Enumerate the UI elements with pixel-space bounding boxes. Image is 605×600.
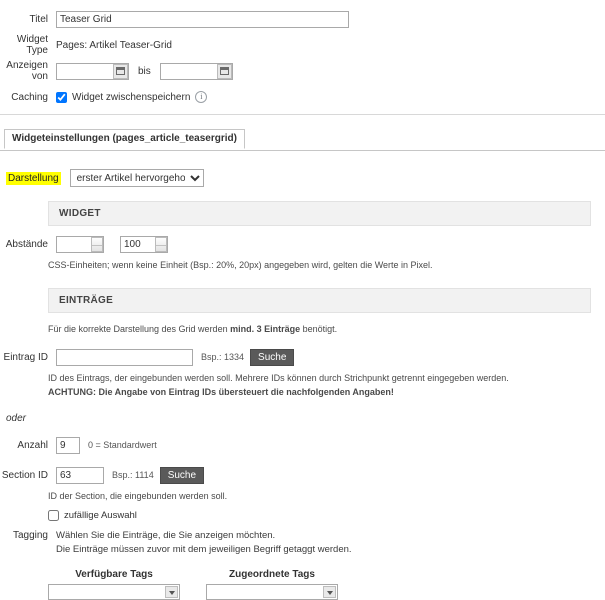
abstaende-note: CSS-Einheiten; wenn keine Einheit (Bsp.: 20%, 20px) angegeben wird, gelten die Werte in Pixel. [48, 260, 433, 270]
chevron-down-icon[interactable] [323, 586, 336, 598]
tagging-note-1: Wählen Sie die Einträge, die Sie anzeigen möchten. [56, 530, 276, 541]
title-label: Titel [29, 13, 48, 25]
eintrag-id-label: Eintrag ID [3, 351, 48, 363]
darstellung-select-wrap [70, 169, 204, 187]
anzahl-label: Anzahl [17, 439, 48, 451]
tags-assigned-header: Zugeordnete Tags [229, 569, 315, 580]
eintrag-note-2 [48, 386, 591, 399]
oder-separator: oder [6, 413, 27, 424]
tags-lists [48, 584, 605, 600]
eintrag-note-warning-label: ACHTUNG: [48, 387, 96, 397]
random-selection-checkbox[interactable] [48, 510, 59, 521]
display-period-row [0, 60, 605, 82]
tab-widget-settings[interactable]: Widgeteinstellungen (pages_article_teasergrid) [4, 129, 245, 149]
entries-intro [48, 323, 591, 336]
anzahl-input[interactable] [56, 437, 80, 454]
tagging-label: Tagging [12, 530, 48, 541]
chevron-down-icon[interactable] [165, 586, 178, 598]
tags-available-header: Verfügbare Tags [75, 569, 153, 580]
section-search-button[interactable]: Suche [160, 467, 204, 484]
abstaende-label: Abstände [5, 239, 48, 250]
widget-type-row [0, 34, 605, 56]
caching-row [0, 86, 605, 108]
widget-settings-panel [0, 151, 605, 600]
darstellung-row [0, 169, 605, 187]
general-settings-form [0, 0, 605, 121]
tags-assigned-select[interactable] [206, 584, 338, 600]
abstaende-row [0, 236, 605, 253]
calendar-icon [116, 67, 125, 75]
title-row [0, 8, 605, 30]
darstellung-label: Darstellung [8, 172, 59, 184]
display-to-field [160, 63, 233, 80]
entries-section-heading: EINTRÄGE [48, 288, 591, 313]
tagging-row [0, 529, 605, 557]
eintrag-id-input[interactable] [56, 349, 193, 366]
spacer [0, 272, 605, 288]
tags-available-select[interactable] [48, 584, 180, 600]
section-id-label: Section ID [1, 469, 48, 481]
calendar-icon [220, 67, 229, 75]
abstand-1-field [56, 236, 104, 253]
widget-type-value: Pages: Artikel Teaser-Grid [56, 39, 172, 51]
tags-headers [48, 569, 605, 580]
caching-checkbox-label: Widget zwischenspeichern [72, 91, 191, 103]
title-input[interactable] [56, 11, 349, 28]
anzahl-row [0, 434, 605, 456]
eintrag-note-1: ID des Eintrags, der eingebunden werden soll. Mehrere IDs können durch Strichpunkt getrennt eingegeben werden. [48, 373, 509, 383]
section-id-note: ID der Section, die eingebunden werden soll. [48, 491, 228, 501]
random-selection-label: zufällige Auswahl [64, 510, 137, 521]
entries-intro-bold: mind. 3 Einträge [230, 324, 301, 334]
info-icon[interactable]: i [195, 91, 207, 103]
random-selection-row [48, 510, 591, 521]
eintrag-note-warning-text: Die Angabe von Eintrag IDs übersteuert die nachfolgenden Angaben! [96, 387, 394, 397]
tabstrip [0, 129, 605, 151]
caching-label: Caching [11, 91, 48, 103]
entries-intro-suffix: benötigt. [300, 324, 338, 334]
divider [0, 114, 605, 115]
entries-intro-prefix: Für die korrekte Darstellung des Grid werden [48, 324, 231, 334]
widget-type-label: Widget Type [16, 34, 48, 56]
eintrag-id-row [0, 346, 605, 368]
calendar-icon-from[interactable] [113, 64, 128, 79]
eintrag-search-button[interactable]: Suche [250, 349, 294, 366]
widget-section-heading: WIDGET [48, 201, 591, 226]
abstand-2-field [120, 236, 168, 253]
eintrag-id-example: Bsp.: 1334 [201, 352, 245, 362]
display-from-field [56, 63, 129, 80]
bis-label: bis [138, 65, 151, 77]
display-from-label: Anzeigen von [6, 60, 48, 82]
tagging-note-2: Die Einträge müssen zuvor mit dem jeweiligen Begriff getaggt werden. [56, 544, 352, 555]
stepper-icon[interactable] [155, 237, 167, 252]
darstellung-select[interactable] [70, 169, 204, 187]
stepper-icon[interactable] [91, 237, 103, 252]
section-id-example: Bsp.: 1114 [112, 470, 154, 480]
anzahl-hint: 0 = Standardwert [88, 440, 157, 450]
section-id-row [0, 464, 605, 486]
caching-checkbox[interactable] [56, 92, 67, 103]
calendar-icon-to[interactable] [217, 64, 232, 79]
